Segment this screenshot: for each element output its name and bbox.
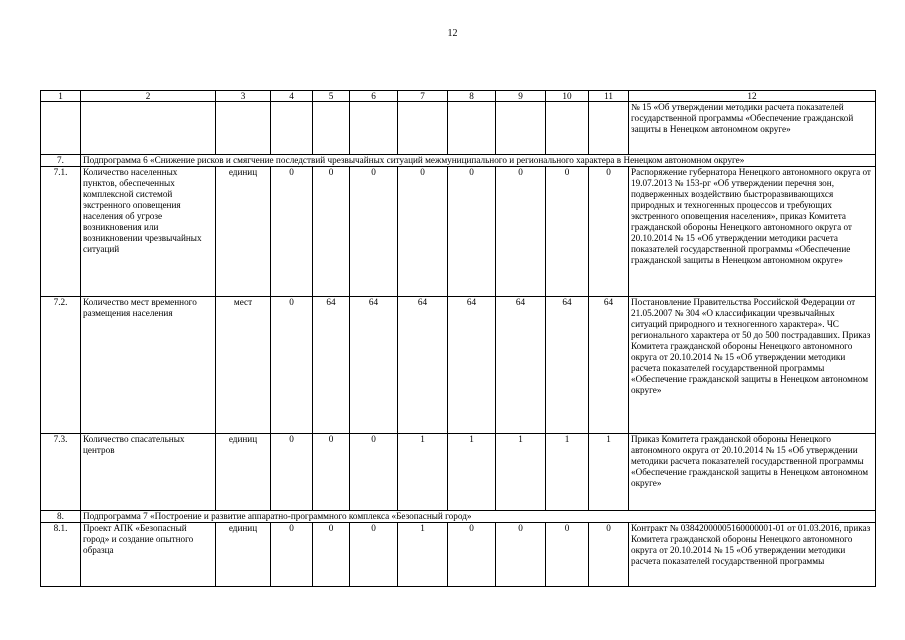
value-cell: 0: [398, 167, 448, 297]
indicator-name: Количество мест временного размещения населения: [81, 297, 216, 434]
value-cell: 1: [448, 434, 496, 511]
unit: мест: [216, 297, 271, 434]
value-cell: 0: [496, 523, 546, 587]
section-row: [41, 511, 876, 523]
value-cell: 0: [350, 167, 398, 297]
column-numbers-row: [41, 91, 876, 102]
value-cell: 0: [448, 523, 496, 587]
unit: единиц: [216, 523, 271, 587]
value-cell: 64: [313, 297, 350, 434]
value-cell: 0: [271, 167, 313, 297]
value-cell: 64: [398, 297, 448, 434]
row-number: 7.3.: [41, 434, 81, 511]
table-row: [41, 434, 876, 511]
value-cell: 0: [350, 523, 398, 587]
section-number: 7.: [41, 155, 81, 167]
value-cell: 1: [546, 434, 589, 511]
row-number: 8.1.: [41, 523, 81, 587]
value-cell: 0: [313, 523, 350, 587]
value-cell: 0: [313, 167, 350, 297]
table-row: [41, 297, 876, 434]
column-number: 12: [629, 91, 876, 102]
value-cell: 1: [589, 434, 629, 511]
column-number: 2: [81, 91, 216, 102]
value-cell: 1: [398, 434, 448, 511]
table-row: [41, 523, 876, 587]
value-cell: 64: [350, 297, 398, 434]
value-cell: 0: [271, 297, 313, 434]
page-number: 12: [447, 28, 458, 39]
unit: единиц: [216, 434, 271, 511]
section-row: [41, 155, 876, 167]
column-number: 11: [589, 91, 629, 102]
continuation-row: [41, 102, 876, 155]
value-cell: 0: [448, 167, 496, 297]
column-number: 4: [271, 91, 313, 102]
basis-text: Приказ Комитета гражданской обороны Ненецкого автономного округа от 20.10.2014 № 15 «Об утверждении методики расчета показателей государственной программы «Обеспечение гражданской защиты в Ненецком автономном округе»: [629, 434, 876, 511]
value-cell: 0: [546, 167, 589, 297]
value-cell: 0: [271, 523, 313, 587]
column-number: 1: [41, 91, 81, 102]
value-cell: 0: [350, 434, 398, 511]
column-number: 10: [546, 91, 589, 102]
column-number: 3: [216, 91, 271, 102]
unit: единиц: [216, 167, 271, 297]
value-cell: 0: [546, 523, 589, 587]
column-number: 9: [496, 91, 546, 102]
indicators-table: [40, 90, 876, 587]
column-number: 7: [398, 91, 448, 102]
row-number: 7.2.: [41, 297, 81, 434]
value-cell: 0: [589, 167, 629, 297]
value-cell: 0: [589, 523, 629, 587]
value-cell: 64: [448, 297, 496, 434]
table-row: [41, 167, 876, 297]
value-cell: 64: [496, 297, 546, 434]
column-number: 8: [448, 91, 496, 102]
column-number: 5: [313, 91, 350, 102]
continuation-basis: № 15 «Об утверждении методики расчета показателей государственной программы «Обеспечение гражданской защиты в Ненецком автономном округе»: [629, 102, 876, 155]
column-number: 6: [350, 91, 398, 102]
section-number: 8.: [41, 511, 81, 523]
value-cell: 1: [398, 523, 448, 587]
basis-text: Распоряжение губернатора Ненецкого автономного округа от 19.07.2013 № 153-рг «Об утверждении перечня зон, подверженных воздействию быстроразвивающихся природных и техногенных процессов и требующих экстренного оповещения населения», приказ Комитета гражданской обороны Ненецкого автономного округа от 20.10.2014 № 15 «Об утверждении методики расчета показателей государственной программы «Обеспечение гражданской защиты в Ненецком автономном округе»: [629, 167, 876, 297]
value-cell: 64: [546, 297, 589, 434]
value-cell: 64: [589, 297, 629, 434]
indicator-name: Проект АПК «Безопасный город» и создание опытного образца: [81, 523, 216, 587]
value-cell: 1: [496, 434, 546, 511]
basis-text: Постановление Правительства Российской Федерации от 21.05.2007 № 304 «О классификации чрезвычайных ситуаций природного и техногенного характера». ЧС регионального характера от 50 до 500 пострадавших. Приказ Комитета гражданской обороны Ненецкого автономного округа от 20.10.2014 № 15 «Об утверждении методики расчета показателей государственной программы «Обеспечение гражданской защиты в Ненецком автономном округе»: [629, 297, 876, 434]
value-cell: 0: [496, 167, 546, 297]
value-cell: 0: [313, 434, 350, 511]
basis-text: Контракт № 03842000005160000001-01 от 01.03.2016, приказ Комитета гражданской обороны Ненецкого автономного округа от 20.10.2014 № 15 «Об утверждении методики расчета показателей государственной программы: [629, 523, 876, 587]
section-title: Подпрограмма 7 «Построение и развитие аппаратно-программного комплекса «Безопасный город»: [81, 511, 876, 523]
indicator-name: Количество спасательных центров: [81, 434, 216, 511]
row-number: 7.1.: [41, 167, 81, 297]
value-cell: 0: [271, 434, 313, 511]
indicator-name: Количество населенных пунктов, обеспеченных комплексной системой экстренного оповещения населения об угрозе возникновения или возникновении чрезвычайных ситуаций: [81, 167, 216, 297]
section-title: Подпрограмма 6 «Снижение рисков и смягчение последствий чрезвычайных ситуаций межмуниципального и регионального характера в Ненецком автономном округе»: [81, 155, 876, 167]
